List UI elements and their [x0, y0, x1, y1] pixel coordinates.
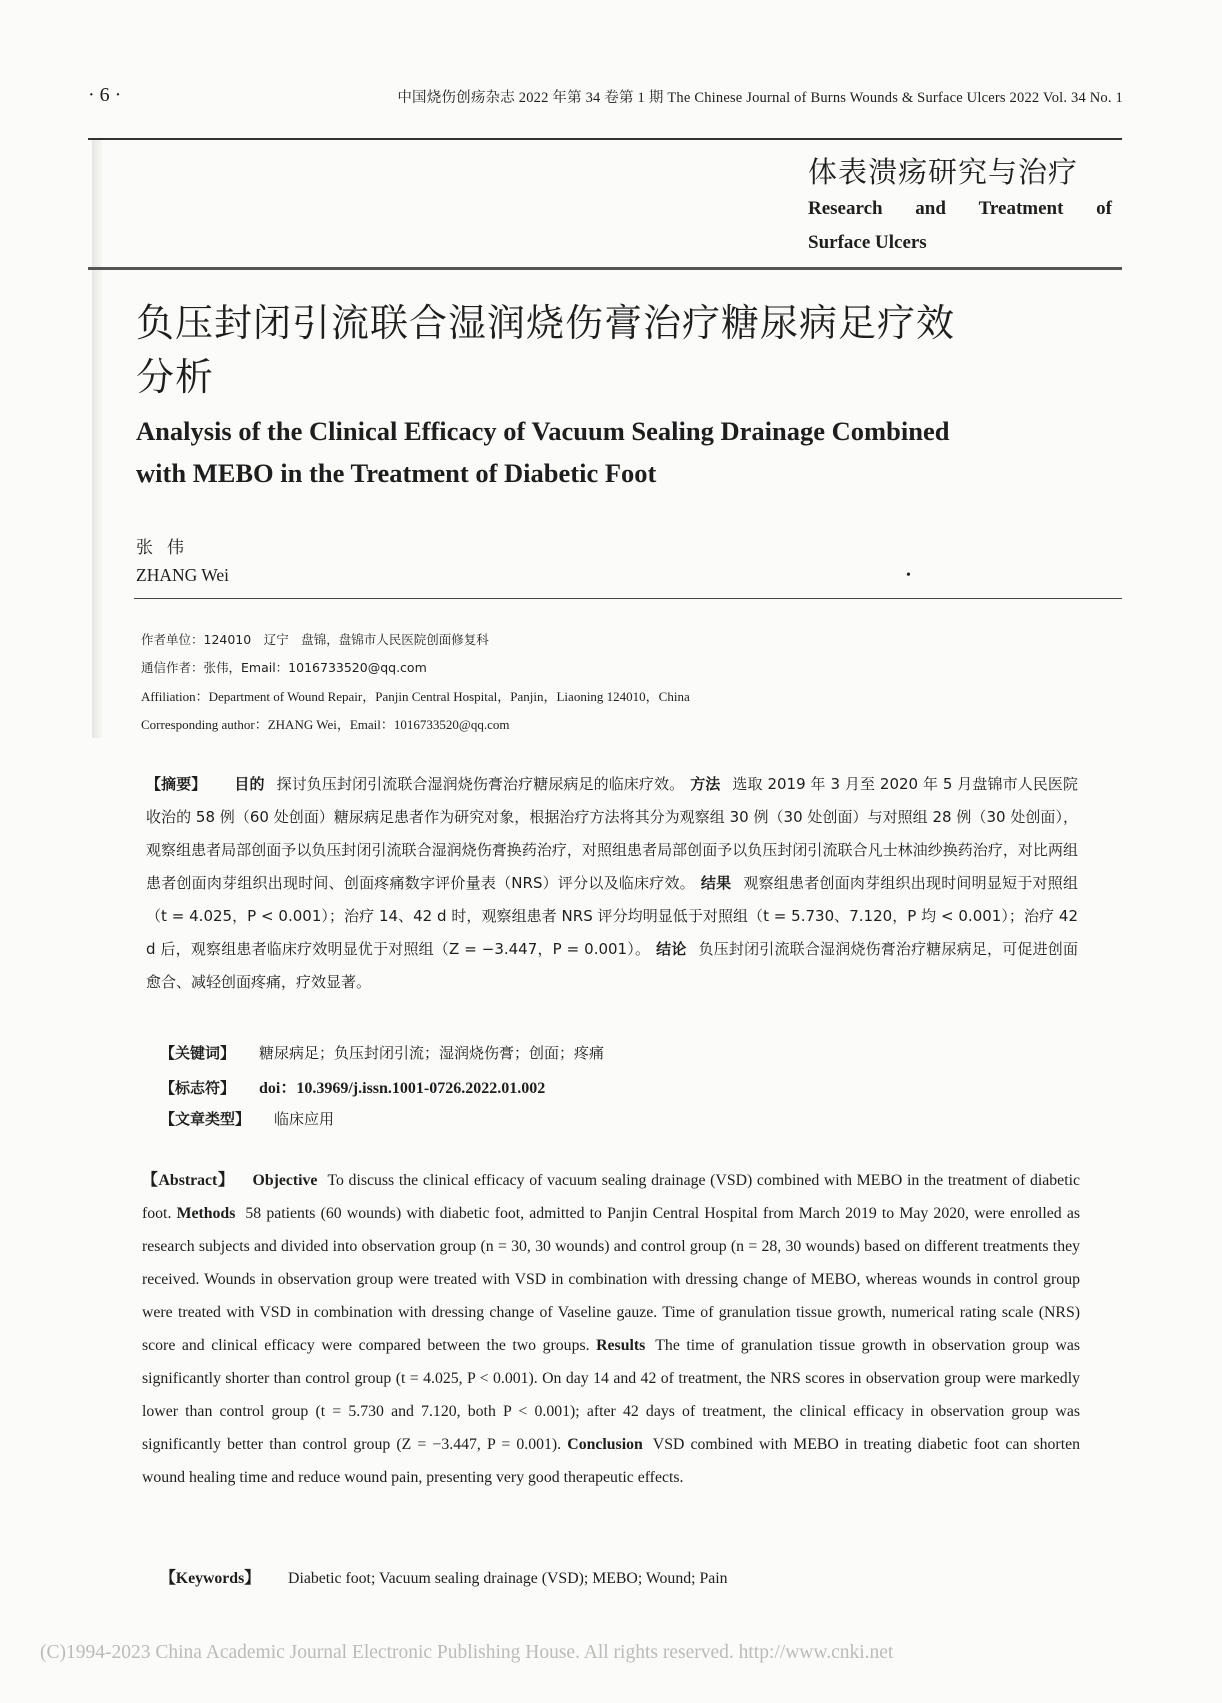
keywords-en — [160, 1565, 728, 1588]
author-rule — [134, 598, 1122, 599]
corresponding-author-cn: 通信作者：张伟，Email：1016733520@qq.com — [141, 660, 427, 675]
title-cn-line2: 分析 — [136, 355, 215, 399]
page-number: · 6 · — [88, 84, 122, 106]
abstract-en — [142, 1164, 1080, 1494]
doi-line — [160, 1075, 545, 1098]
section-title-en-line1 — [808, 198, 1112, 220]
title-en-line1: Analysis of the Clinical Efficacy of Vacuum Sealing Drainage Combined — [136, 416, 950, 446]
section-title-cn: 体表溃疡研究与治疗 — [808, 155, 1079, 189]
conclusion-label-en: Conclusion — [567, 1436, 643, 1453]
keywords-cn-text: 糖尿病足；负压封闭引流；湿润烧伤膏；创面；疼痛 — [259, 1044, 605, 1062]
article-type-label: 【文章类型】 — [160, 1110, 251, 1128]
results-label-en: Results — [596, 1337, 646, 1354]
affiliation-en: Affiliation：Department of Wound Repair，Panjin Central Hospital，Panjin，Liaoning 124010，China — [141, 689, 690, 704]
objective-cn: 探讨负压封闭引流联合湿润烧伤膏治疗糖尿病足的临床疗效。 — [276, 775, 685, 793]
scan-shadow — [92, 138, 102, 738]
section-title-en-line2: Surface Ulcers — [808, 232, 927, 253]
section-word: of — [1096, 198, 1112, 219]
objective-label-cn: 目的 — [234, 775, 265, 793]
article-type-text: 临床应用 — [274, 1110, 335, 1128]
results-cn: 观察组患者创面肉芽组织出现时间明显短于对照组（t = 4.025，P < 0.001）；治疗 14、42 d 时，观察组患者 NRS 评分均明显低于对照组（t = 5.730、7.120，P 均 < 0.001）；治疗 42 d 后，观察组患者临床疗效明显优于对照组（Z = −3.447，P = 0.001）。 — [146, 874, 1078, 958]
methods-cn: 选取 2019 年 3 月至 2020 年 5 月盘锦市人民医院收治的 58 例（60 处创面）糖尿病足患者作为研究对象，根据治疗方法将其分为观察组 30 例（30 处创面）与对照组 28 例（30 处创面），观察组患者局部创面予以负压封闭引流联合湿润烧伤膏换药治疗，对照组患者局部创面予以负压封闭引流联合凡士林油纱换药治疗，对比两组患者创面肉芽组织出现时间、创面疼痛数字评价量表（NRS）评分以及临床疗效。 — [146, 775, 1078, 892]
title-en-line2: with MEBO in the Treatment of Diabetic Foot — [136, 458, 657, 488]
article-type-line — [160, 1108, 334, 1129]
section-word: Research — [808, 198, 883, 219]
conclusion-cn: 负压封闭引流联合湿润烧伤膏治疗糖尿病足，可促进创面愈合、减轻创面疼痛，疗效显著。 — [146, 940, 1078, 991]
journal-info: 中国烧伤创疡杂志 2022 年第 34 卷第 1 期 The Chinese Journal of Burns Wounds & Surface Ulcers 2022 Vol. 34 No. 1 — [397, 90, 1123, 106]
keywords-cn-label: 【关键词】 — [160, 1044, 236, 1062]
methods-label-cn: 方法 — [690, 775, 721, 793]
objective-en: To discuss the clinical efficacy of vacuum sealing drainage (VSD) combined with MEBO in the treatment of diabetic foot. — [142, 1172, 1080, 1222]
results-label-cn: 结果 — [700, 874, 732, 892]
header-rule — [88, 138, 1122, 140]
keywords-en-text: Diabetic foot; Vacuum sealing drainage (VSD); MEBO; Wound; Pain — [288, 1570, 728, 1587]
running-head — [88, 84, 1123, 108]
section-word: and — [915, 198, 946, 219]
doi-text: doi：10.3969/j.issn.1001-0726.2022.01.002 — [259, 1080, 546, 1097]
abstract-cn — [146, 768, 1078, 999]
copyright-watermark: (C)1994-2023 China Academic Journal Electronic Publishing House. All rights reserved. http://www.cnki.net — [40, 1642, 894, 1663]
conclusion-en: VSD combined with MEBO in treating diabetic foot can shorten wound healing time and reduce wound pain, presenting very good therapeutic effects. — [142, 1436, 1080, 1486]
abstract-cn-label: 【摘要】 — [146, 775, 207, 793]
title-cn-line1: 负压封闭引流联合湿润烧伤膏治疗糖尿病足疗效 — [136, 301, 956, 345]
corresponding-author-en: Corresponding author：ZHANG Wei，Email：1016733520@qq.com — [141, 717, 510, 732]
objective-label-en: Objective — [252, 1172, 318, 1189]
methods-label-en: Methods — [176, 1205, 236, 1222]
results-en: The time of granulation tissue growth in observation group was significantly shorter than control group (t = 4.025, P < 0.001). On day 14 and 42 of treatment, the NRS scores in observation group were markedly lower than control group (t = 5.730 and 7.120, both P < 0.001); after 42 days of treatment, the clinical efficacy in observation group was significantly better than control group (Z = −3.447, P = 0.001). — [142, 1337, 1080, 1453]
keywords-cn — [160, 1042, 604, 1063]
section-rule — [88, 267, 1122, 270]
affiliation-cn: 作者单位：124010 辽宁 盘锦，盘锦市人民医院创面修复科 — [141, 632, 489, 647]
methods-en: 58 patients (60 wounds) with diabetic foot, admitted to Panjin Central Hospital from March 2019 to May 2020, were enrolled as research subjects and divided into observation group (n = 30, 30 wounds) and control group (n = 28, 30 wounds) based on different treatments they received. Wounds in observation group were treated with VSD in combination with dressing change of MEBO, whereas wounds in control group were treated with VSD in combination with dressing change of Vaseline gauze. Time of granulation tissue growth, numerical rating scale (NRS) score and clinical efficacy were compared between the two groups. — [142, 1205, 1080, 1354]
author-en: ZHANG Wei — [136, 565, 230, 585]
conclusion-label-cn: 结论 — [656, 940, 687, 958]
article-title-en — [136, 410, 1096, 494]
author-cn: 张伟 — [136, 538, 198, 558]
doi-label: 【标志符】 — [160, 1079, 236, 1097]
keywords-en-label: 【Keywords】 — [160, 1570, 261, 1587]
author-mark: • — [906, 568, 911, 583]
abstract-en-label: 【Abstract】 — [142, 1172, 235, 1189]
section-word: Treatment — [978, 198, 1064, 219]
article-title-cn — [136, 296, 1096, 404]
